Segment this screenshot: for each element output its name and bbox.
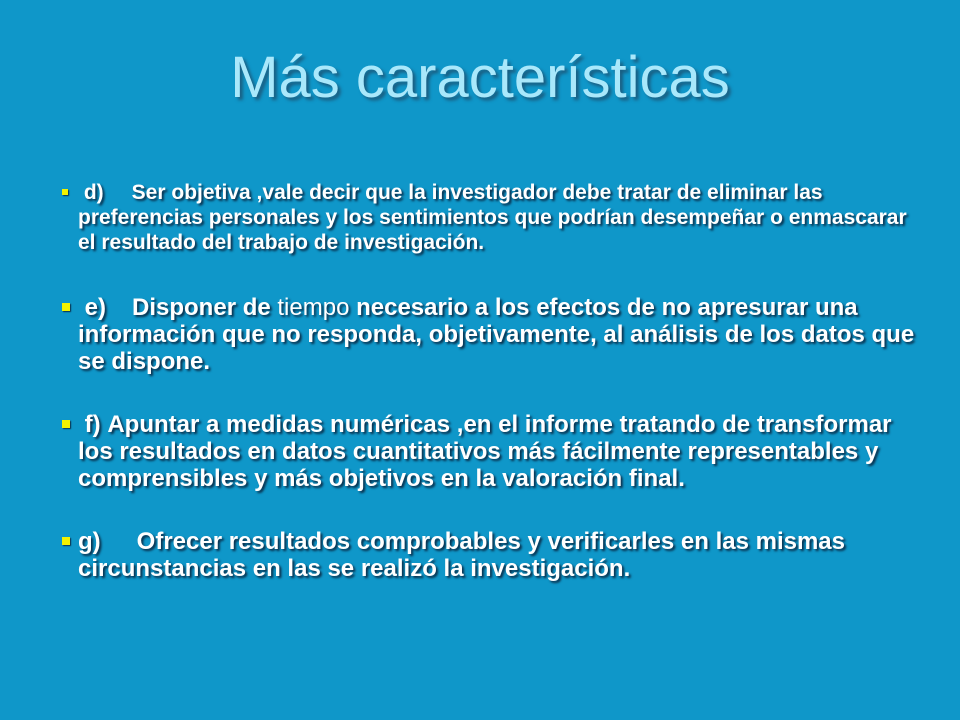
square-bullet-icon bbox=[62, 537, 70, 545]
bullet-label: g) bbox=[78, 528, 101, 555]
square-bullet-icon bbox=[62, 189, 68, 195]
bullet-text-part1: Disponer de bbox=[132, 294, 271, 321]
bullet-text: Apuntar a medidas numéricas ,en el informe tratando de transformar los resultados en datos cuantitativos más fácilmente representables y comprensibles y más objetivos en la valoración final. bbox=[78, 411, 892, 492]
bullet-item-f bbox=[62, 411, 922, 492]
bullet-text: Ofrecer resultados comprobables y verificarles en las mismas circunstancias en las se realizó la investigación. bbox=[78, 528, 845, 582]
bullet-item-e bbox=[62, 294, 922, 375]
bullet-label: e) bbox=[84, 294, 107, 321]
square-bullet-icon bbox=[62, 420, 70, 428]
bullet-label: f) bbox=[84, 411, 101, 438]
bullet-item-d bbox=[62, 180, 922, 255]
bullet-item-g bbox=[62, 528, 922, 582]
bullet-list bbox=[62, 180, 922, 582]
square-bullet-icon bbox=[62, 303, 70, 311]
slide-title: Más características bbox=[230, 45, 730, 110]
bullet-text-plain: tiempo bbox=[270, 294, 357, 321]
bullet-label: d) bbox=[83, 181, 104, 204]
bullet-text-part2: necesario a los efectos de no apresurar una información que no responda, objetivamente, al análisis de los datos que se dispone. bbox=[78, 294, 915, 375]
bullet-text: Ser objetiva ,vale decir que la investigador debe tratar de eliminar las preferencias personales y los sentimientos que podrían desempeñar o enmascarar el resultado del trabajo de investigación. bbox=[78, 181, 907, 254]
